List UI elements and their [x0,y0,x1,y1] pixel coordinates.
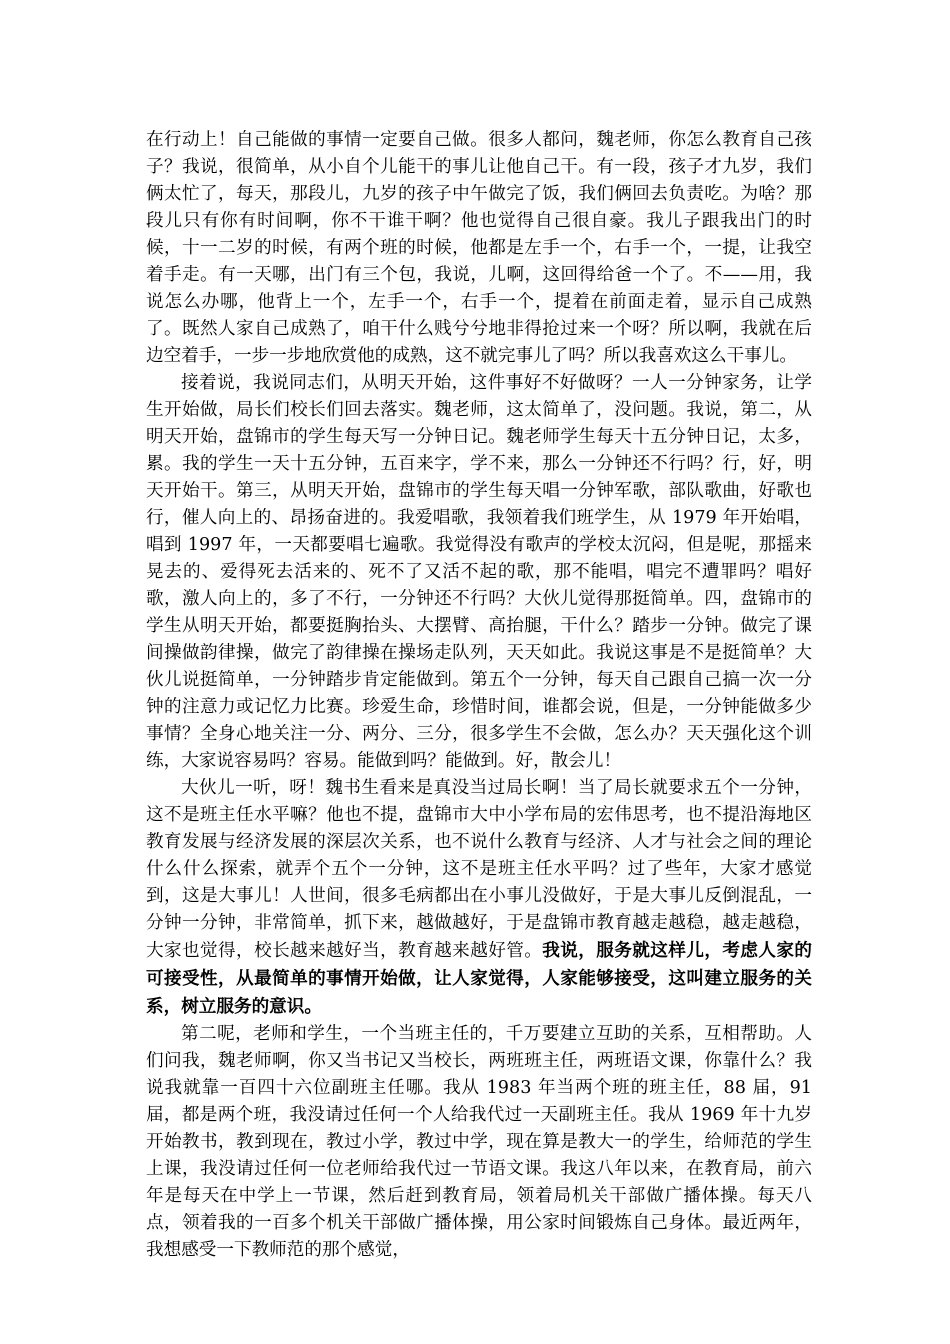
paragraph-1-text: 在行动上！自己能做的事情一定要自己做。很多人都问，魏老师，你怎么教育自己孩子？我说，很简单，从小自个儿能干的事儿让他自己干。有一段，孩子才九岁，我们俩太忙了，每天，那段儿，九岁的孩子中午做完了饭，我们俩回去负责吃。为啥？那段儿只有你有时间啊，你不干谁干啊？他也觉得自己很自豪。我儿子跟我出门的时候，十一二岁的时候，有两个班的时候，他都是左手一个，右手一个，一提，让我空着手走。有一天哪，出门有三个包，我说，儿啊，这回得给爸一个了。不——用，我说怎么办哪，他背上一个，左手一个，右手一个，提着在前面走着，显示自己成熟了。既然人家自己成熟了，咱干什么贱兮兮地非得抢过来一个呀？所以啊，我就在后边空着手，一步一步地欣赏他的成熟，这不就完事儿了吗？所以我喜欢这么干事儿。 [146,130,812,366]
paragraph-3-bold-text: 我说，服务就这样儿，考虑人家的可接受性，从最简单的事情开始做，让人家觉得，人家能够接受，这叫建立服务的关系，树立服务的意识。 [146,940,812,1017]
paragraph-4 [146,1021,812,1264]
paragraph-2 [146,370,812,775]
paragraph-3-text: 大伙儿一听，呀！魏书生看来是真没当过局长啊！当了局长就要求五个一分钟，这不是班主任水平嘛？他也不提，盘锦市大中小学布局的宏伟思考，也不提沿海地区教育发展与经济发展的深层次关系，也不说什么教育与经济、人才与社会之间的理论什么什么探索，就弄个五个一分钟，这不是班主任水平吗？过了些年，大家才感觉到，这是大事儿！人世间，很多毛病都出在小事儿没做好，于是大事儿反倒混乱，一分钟一分钟，非常简单，抓下来，越做越好，于是盘锦市教育越走越稳，越走越稳，大家也觉得，校长越来越好当，教育越来越好管。 [146,778,812,961]
document-page [146,127,812,1264]
paragraph-4-text: 第二呢，老师和学生，一个当班主任的，千万要建立互助的关系，互相帮助。人们问我，魏老师啊，你又当书记又当校长，两班班主任，两班语文课，你靠什么？我说我就靠一百四十六位副班主任哪。我从 1983 年当两个班的班主任，88 届，91 届，都是两个班，我没请过任何一个人给我代过一天副班主任。我从 1969 年十九岁开始教书，教到现在，教过小学，教过中学，现在算是教大一的学生，给师范的学生上课，我没请过任何一位老师给我代过一节语文课。我这八年以来，在教育局，前六年是每天在中学上一节课，然后赶到教育局，领着局机关干部做广播体操。每天八点，领着我的一百多个机关干部做广播体操，用公家时间锻炼自己身体。最近两年，我想感受一下教师范的那个感觉， [146,1024,812,1260]
paragraph-2-text: 接着说，我说同志们，从明天开始，这件事好不好做呀？一人一分钟家务，让学生开始做，局长们校长们回去落实。魏老师，这太简单了，没问题。我说，第二，从明天开始，盘锦市的学生每天写一分钟日记。魏老师学生每天十五分钟日记，太多，累。我的学生一天十五分钟，五百来字，学不来，那么一分钟还不行吗？行，好，明天开始干。第三，从明天开始，盘锦市的学生每天唱一分钟军歌，部队歌曲，好歌也行，催人向上的、昂扬奋进的。我爱唱歌，我领着我们班学生，从 1979 年开始唱，唱到 1997 年，一天都要唱七遍歌。我觉得没有歌声的学校太沉闷，但是呢，那摇来晃去的、爱得死去活来的、死不了又活不起的歌，那不能唱，唱完不遭罪吗？唱好歌，激人向上的，多了不行，一分钟还不行吗？大伙儿觉得那挺简单。四，盘锦市的学生从明天开始，都要挺胸抬头、大摆臂、高抬腿，干什么？踏步一分钟。做完了课间操做韵律操，做完了韵律操在操场走队列，天天如此。我说这事是不是挺简单？大伙儿说挺简单，一分钟踏步肯定能做到。第五个一分钟，每天自己跟自己搞一次一分钟的注意力或记忆力比赛。珍爱生命，珍惜时间，谁都会说，但是，一分钟能做多少事情？全身心地关注一分、两分、三分，很多学生不会做，怎么办？天天强化这个训练，大家说容易吗？容易。能做到吗？能做到。好，散会儿！ [146,373,812,771]
paragraph-3 [146,775,812,1021]
paragraph-1 [146,127,812,370]
